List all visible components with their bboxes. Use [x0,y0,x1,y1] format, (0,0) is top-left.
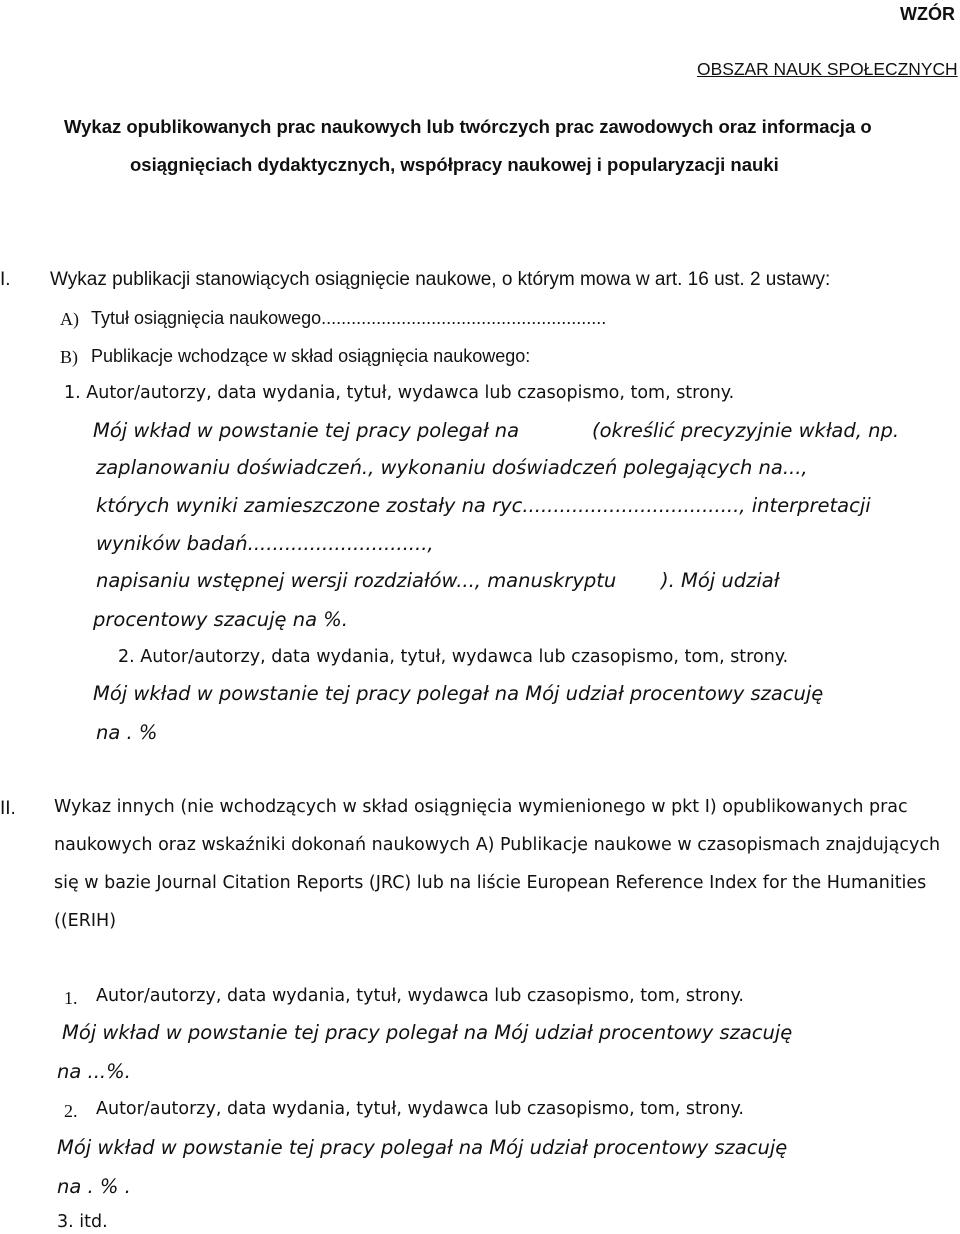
item-2-share-line: na . % [96,721,158,744]
section-2-item-1-marker: 1. [64,988,78,1008]
section-2-item-1-contribution-line: Mój wkład w powstanie tej pracy polegał na Mój udział procentowy szacuję [62,1021,793,1044]
section-2-item-2-authors-line: Autor/autorzy, data wydania, tytuł, wydawca lub czasopismo, tom, strony. [96,1099,744,1119]
document-title-line-2: osiągnięciach dydaktycznych, współpracy naukowej i popularyzacji nauki [130,154,779,175]
section-2-etc: 3. itd. [57,1212,108,1232]
section-2-heading-line-1: Wykaz innych (nie wchodzących w skład osiągnięcia wymienionego w pkt I) opublikowanych prac [54,797,908,817]
section-2-heading-line-4: ((ERIH) [54,911,117,931]
item-1-contribution-line-4: których wyniki zamieszczone zostały na ryc..................................., interpretacji [96,494,871,517]
section-2-number: II. [0,798,16,819]
item-1-share-label: ). Mój udział [661,569,780,592]
section-2-item-2-contribution-line: Mój wkład w powstanie tej pracy polegał na Mój udział procentowy szacuję [57,1136,788,1159]
obszar-heading: OBSZAR NAUK SPOŁECZNYCH [697,59,958,79]
item-1-contribution-line-6: napisaniu wstępnej wersji rozdziałów..., manuskryptu [96,569,617,592]
achievement-title-line: Tytuł osiągnięcia naukowego......................................................... [91,308,607,328]
item-1-authors-line: 1. Autor/autorzy, data wydania, tytuł, wydawca lub czasopismo, tom, strony. [64,383,735,403]
item-1-contribution-line-3: zaplanowaniu doświadczeń., wykonaniu doświadczeń polegających na..., [96,456,808,479]
section-2-item-1-authors-line: Autor/autorzy, data wydania, tytuł, wydawca lub czasopismo, tom, strony. [96,986,744,1006]
document-title-line-1: Wykaz opublikowanych prac naukowych lub twórczych prac zawodowych oraz informacja o [64,116,872,137]
item-1-share-line: procentowy szacuję na %. [93,608,348,631]
item-1-contribution-hint: (określić precyzyjnie wkład, np. [592,419,900,442]
section-1-b-marker: B) [60,347,78,367]
section-1-a-marker: A) [60,309,79,329]
publications-heading: Publikacje wchodzące w skład osiągnięcia naukowego: [91,346,531,366]
item-1-contribution-line-5: wyników badań............................., [96,532,434,555]
section-1-heading: Wykaz publikacji stanowiących osiągnięcie naukowe, o którym mowa w art. 16 ust. 2 ustawy: [50,269,831,290]
section-2-item-2-share-line: na . % . [57,1175,131,1198]
item-2-contribution-line: Mój wkład w powstanie tej pracy polegał na Mój udział procentowy szacuję [93,682,824,705]
item-2-authors-line: 2. Autor/autorzy, data wydania, tytuł, wydawca lub czasopismo, tom, strony. [118,647,789,667]
section-2-item-1-share-line: na ...%. [57,1060,131,1083]
section-1-number: I. [0,269,11,290]
wzor-label: WZÓR [900,4,955,24]
section-2-heading-line-3: się w bazie Journal Citation Reports (JRC) lub na liście European Reference Index for the Humanities [54,873,927,893]
item-1-contribution-line: Mój wkład w powstanie tej pracy polegał na [93,419,520,442]
section-2-heading-line-2: naukowych oraz wskaźniki dokonań naukowych A) Publikacje naukowe w czasopismach znajdujących [54,835,941,855]
section-2-item-2-marker: 2. [64,1101,78,1121]
